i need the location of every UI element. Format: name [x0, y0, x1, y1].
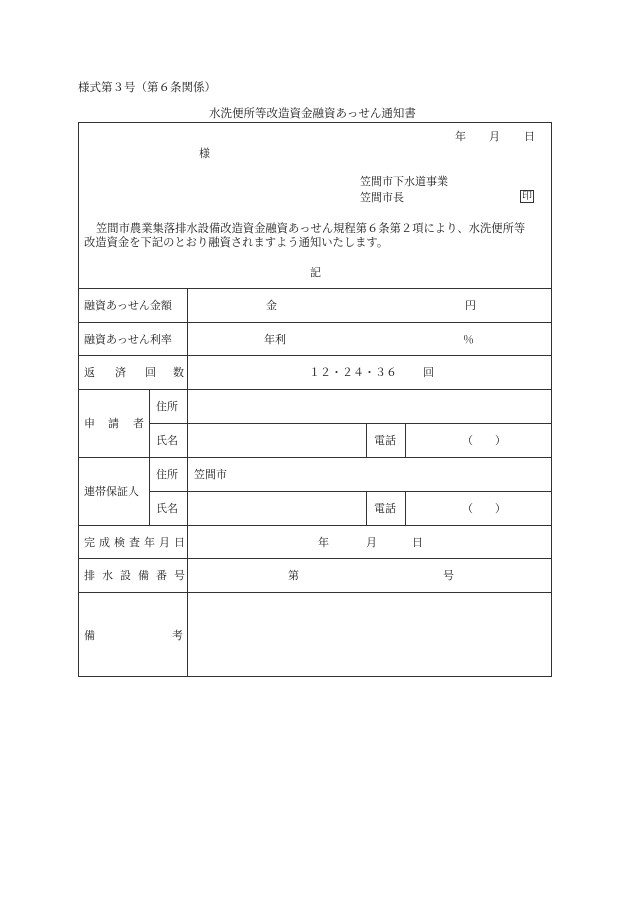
remarks-label-char: 考 — [172, 629, 183, 642]
column-divider — [187, 288, 188, 677]
repayment-label-char: 数 — [173, 366, 184, 379]
guarantor-address-label: 住所 — [156, 468, 178, 481]
inspection-label-char: 日 — [174, 536, 185, 549]
column-divider — [366, 491, 367, 525]
facility-label-char: 排 — [84, 569, 95, 582]
document-title: 水洗便所等改造資金融資あっせん通知書 — [209, 106, 416, 120]
guarantor-name-label: 氏名 — [156, 502, 178, 515]
inspection-label-char: 査 — [129, 536, 140, 549]
applicant-phone-label: 電話 — [374, 434, 396, 447]
rate-label: 融資あっせん利率 — [84, 333, 172, 346]
amount-unit: 円 — [465, 299, 476, 312]
facility-label-char: 備 — [138, 569, 149, 582]
facility-suffix: 号 — [443, 569, 454, 582]
seal-mark: 印 — [522, 191, 532, 202]
row-divider — [78, 355, 552, 356]
column-divider — [405, 423, 406, 457]
inspection-label-char: 月 — [159, 536, 170, 549]
body-text-line2: 改造資金を下記のとおり融資されますよう通知いたします。 — [84, 236, 389, 249]
facility-label-char: 号 — [174, 569, 185, 582]
form-number: 様式第３号（第６条関係） — [78, 80, 216, 94]
date-year: 年 — [455, 130, 466, 143]
applicant-address-label: 住所 — [156, 400, 178, 413]
inspection-label-char: 成 — [99, 536, 110, 549]
amount-label: 融資あっせん金額 — [84, 299, 172, 312]
guarantor-label: 連帯保証人 — [84, 485, 139, 498]
applicant-label-char: 申 — [84, 417, 95, 430]
row-divider — [149, 491, 552, 492]
body-text-line1: 笠間市農業集落排水設備改造資金融資あっせん規程第６条第２項により、水洗便所等 — [96, 222, 526, 235]
guarantor-phone-paren: （ ） — [462, 502, 506, 515]
inspection-year: 年 — [318, 536, 329, 549]
row-divider — [78, 322, 552, 323]
facility-label-char: 番 — [156, 569, 167, 582]
inspection-label-char: 検 — [114, 536, 125, 549]
date-day: 日 — [524, 130, 535, 143]
row-divider — [78, 525, 552, 526]
guarantor-phone-label: 電話 — [374, 502, 396, 515]
inspection-label-char: 完 — [84, 536, 95, 549]
inspection-month: 月 — [366, 536, 377, 549]
inspection-label-char: 年 — [144, 536, 155, 549]
facility-prefix: 第 — [288, 569, 299, 582]
repayment-value: １２・２４・３６ — [309, 366, 397, 379]
date-month: 月 — [489, 130, 500, 143]
recipient-suffix: 様 — [199, 147, 210, 160]
facility-label-char: 設 — [120, 569, 131, 582]
inspection-day: 日 — [412, 536, 423, 549]
applicant-phone-paren: （ ） — [462, 434, 506, 447]
column-divider — [366, 423, 367, 457]
amount-prefix: 金 — [266, 299, 277, 312]
repayment-label-char: 返 — [84, 366, 95, 379]
row-divider — [78, 558, 552, 559]
repayment-unit: 回 — [423, 366, 434, 379]
applicant-name-label: 氏名 — [156, 434, 178, 447]
rate-prefix: 年利 — [264, 333, 286, 346]
repayment-label-char: 回 — [145, 366, 156, 379]
remarks-label-char: 備 — [84, 629, 95, 642]
issuer-title: 笠間市長 — [360, 191, 404, 204]
row-divider — [78, 592, 552, 593]
rate-unit: ％ — [463, 333, 474, 346]
applicant-label-char: 請 — [108, 417, 119, 430]
column-divider — [405, 491, 406, 525]
repayment-label-char: 済 — [115, 366, 126, 379]
applicant-label-char: 者 — [133, 417, 144, 430]
guarantor-address-value: 笠間市 — [194, 468, 227, 481]
facility-label-char: 水 — [102, 569, 113, 582]
issuer-organization: 笠間市下水道事業 — [360, 175, 448, 188]
row-divider — [149, 423, 552, 424]
ki-label: 記 — [310, 266, 321, 279]
column-divider — [149, 389, 150, 525]
row-divider — [78, 288, 552, 289]
